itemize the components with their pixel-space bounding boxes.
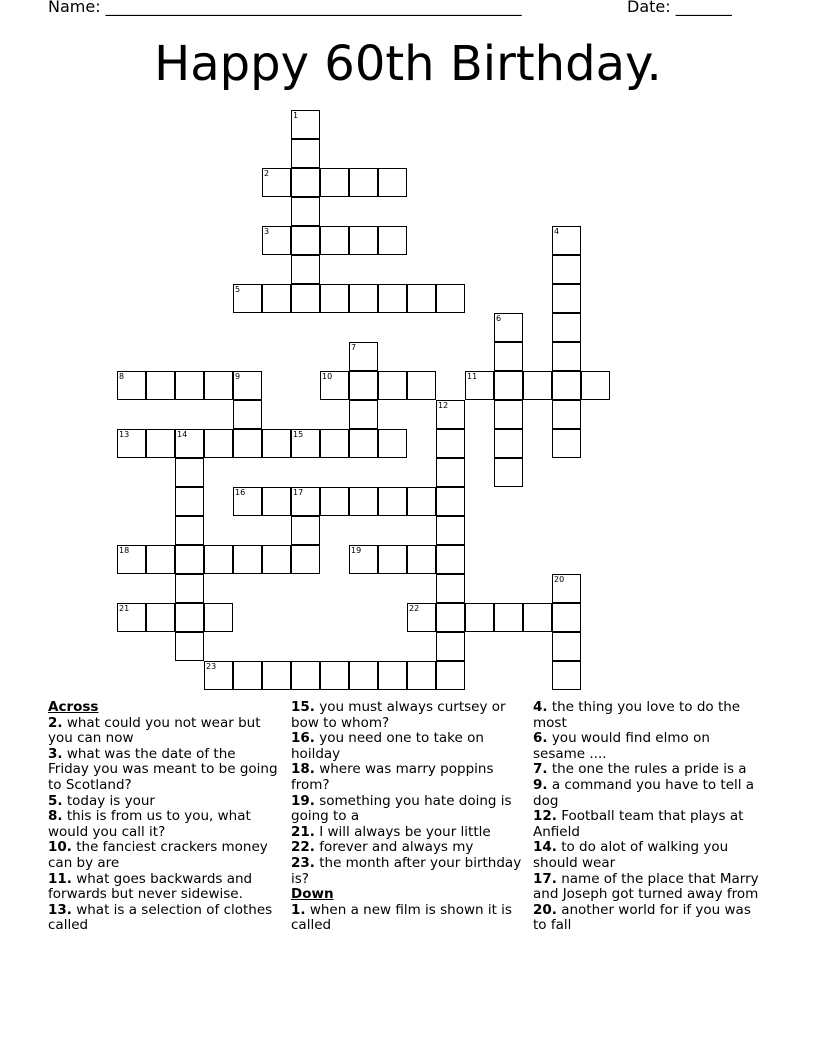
clue: [291, 700, 523, 731]
clue-number: 1.: [291, 901, 306, 918]
clue-number: 20: [554, 575, 565, 584]
grid-cell[interactable]: [291, 284, 320, 313]
clue-text: a command you have to tell a dog: [533, 776, 755, 809]
grid-cell[interactable]: [436, 661, 465, 690]
grid-cell[interactable]: [378, 545, 407, 574]
grid-cell[interactable]: [262, 226, 291, 255]
grid-cell[interactable]: [349, 371, 378, 400]
grid-cell[interactable]: [523, 371, 552, 400]
grid-cell[interactable]: [349, 226, 378, 255]
grid-cell[interactable]: [291, 429, 320, 458]
clue-number: 19.: [291, 792, 315, 809]
grid-cell[interactable]: [436, 458, 465, 487]
grid-cell[interactable]: [320, 284, 349, 313]
grid-cell[interactable]: [349, 168, 378, 197]
grid-cell[interactable]: [494, 371, 523, 400]
clue: [291, 840, 523, 856]
clue-text: you need one to take on hoilday: [291, 730, 484, 762]
clue-text: something you hate doing is going to a: [291, 792, 512, 825]
grid-cell[interactable]: [494, 342, 523, 371]
clue: [533, 840, 765, 871]
clue-column-1: [48, 700, 280, 934]
grid-cell[interactable]: [291, 487, 320, 516]
grid-cell[interactable]: [233, 487, 262, 516]
clue-number: 18: [119, 546, 130, 555]
clue-text: what is a selection of clothes called: [48, 901, 273, 934]
grid-cell[interactable]: [291, 197, 320, 226]
grid-cell[interactable]: [581, 371, 610, 400]
grid-cell[interactable]: [349, 284, 378, 313]
grid-cell[interactable]: [146, 545, 175, 574]
clue: [533, 778, 765, 809]
clue-number: 5.: [48, 792, 63, 809]
clue-text: to do alot of walking you should wear: [533, 839, 729, 871]
clue: [48, 903, 280, 934]
clue-number: 22.: [291, 839, 315, 856]
grid-cell[interactable]: [320, 168, 349, 197]
grid-cell[interactable]: [262, 661, 291, 690]
clue-text: when a new film is shown it is called: [291, 901, 512, 934]
grid-cell[interactable]: [146, 603, 175, 632]
clue-number: 16.: [291, 730, 315, 747]
grid-cell[interactable]: [204, 603, 233, 632]
grid-cell[interactable]: [552, 632, 581, 661]
grid-cell[interactable]: [233, 429, 262, 458]
across-heading: Across: [48, 699, 99, 715]
grid-cell[interactable]: [378, 168, 407, 197]
grid-cell[interactable]: [436, 284, 465, 313]
clue-number: 2: [264, 169, 270, 178]
clue-column-3: [533, 700, 765, 934]
grid-cell[interactable]: [407, 371, 436, 400]
grid-cell[interactable]: [233, 371, 262, 400]
clue: [533, 700, 765, 731]
grid-cell[interactable]: [117, 603, 146, 632]
clue-number: 16: [235, 488, 246, 497]
clue-number: 4.: [533, 699, 548, 715]
grid-cell[interactable]: [552, 313, 581, 342]
grid-cell[interactable]: [494, 313, 523, 342]
clue-number: 15.: [291, 699, 315, 715]
grid-cell[interactable]: [465, 603, 494, 632]
clue-text: forever and always my: [314, 839, 474, 856]
grid-cell[interactable]: [552, 342, 581, 371]
clue-text: this is from us to you, what would you call it?: [48, 808, 251, 840]
clue-number: 22: [409, 604, 420, 613]
clue-number: 23: [206, 662, 217, 671]
clue: [533, 809, 765, 840]
grid-cell[interactable]: [349, 429, 378, 458]
grid-cell[interactable]: [552, 226, 581, 255]
grid-cell[interactable]: [407, 545, 436, 574]
grid-cell[interactable]: [378, 487, 407, 516]
grid-cell[interactable]: [204, 545, 233, 574]
clue: [533, 903, 765, 934]
clue-text: the thing you love to do the most: [533, 699, 741, 731]
clue: [533, 731, 765, 762]
grid-cell[interactable]: [233, 284, 262, 313]
grid-cell[interactable]: [233, 400, 262, 429]
clue-number: 14: [177, 430, 188, 439]
grid-cell[interactable]: [291, 139, 320, 168]
clue-text: Football team that plays at Anfield: [533, 808, 744, 840]
grid-cell[interactable]: [175, 371, 204, 400]
clue-number: 8.: [48, 808, 63, 825]
clue: [533, 762, 765, 778]
down-heading: Down: [291, 886, 334, 903]
grid-cell[interactable]: [465, 371, 494, 400]
grid-cell[interactable]: [349, 661, 378, 690]
clue-number: 23.: [291, 854, 315, 871]
clue-number: 12: [438, 401, 449, 410]
grid-cell[interactable]: [175, 545, 204, 574]
clue-number: 7: [351, 343, 357, 352]
clue: [291, 794, 523, 825]
grid-cell[interactable]: [175, 429, 204, 458]
grid-cell[interactable]: [407, 661, 436, 690]
grid-cell[interactable]: [146, 371, 175, 400]
grid-cell[interactable]: [320, 226, 349, 255]
clue: [48, 794, 280, 810]
clue-text: you must always curtsey or bow to whom?: [291, 699, 506, 731]
grid-cell[interactable]: [320, 371, 349, 400]
clue: [48, 747, 280, 794]
clue-text: name of the place that Marry and Joseph got turned away from: [533, 870, 759, 903]
grid-cell[interactable]: [291, 255, 320, 284]
clue-number: 13.: [48, 901, 72, 918]
grid-cell[interactable]: [291, 516, 320, 545]
grid-cell[interactable]: [291, 110, 320, 139]
grid-cell[interactable]: [262, 487, 291, 516]
grid-cell[interactable]: [117, 429, 146, 458]
grid-cell[interactable]: [291, 226, 320, 255]
grid-cell[interactable]: [552, 371, 581, 400]
clue-number: 18.: [291, 761, 315, 778]
clue-number: 7.: [533, 761, 548, 778]
clue-number: 19: [351, 546, 362, 555]
grid-cell[interactable]: [320, 429, 349, 458]
clue-number: 2.: [48, 714, 63, 731]
clue: [48, 872, 280, 903]
grid-cell[interactable]: [378, 429, 407, 458]
clue: [291, 903, 523, 934]
clue-text: where was marry poppins from?: [291, 761, 494, 793]
grid-cell[interactable]: [494, 458, 523, 487]
grid-cell[interactable]: [349, 342, 378, 371]
clue-number: 11: [467, 372, 478, 381]
grid-cell[interactable]: [436, 632, 465, 661]
clue-text: the fanciest crackers money can by are: [48, 839, 268, 871]
grid-cell[interactable]: [494, 400, 523, 429]
clue-text: the one the rules a pride is a: [547, 761, 747, 778]
grid-cell[interactable]: [552, 400, 581, 429]
clue-number: 13: [119, 430, 130, 439]
clue-number: 8: [119, 372, 125, 381]
clue: [291, 825, 523, 841]
grid-cell[interactable]: [349, 545, 378, 574]
grid-cell[interactable]: [233, 545, 262, 574]
grid-cell[interactable]: [320, 487, 349, 516]
clue-number: 3.: [48, 745, 63, 762]
grid-cell[interactable]: [204, 371, 233, 400]
clue-number: 12.: [533, 808, 557, 825]
clue-text: what was the date of the Friday you was meant to be going to Scotland?: [48, 745, 278, 793]
grid-cell[interactable]: [291, 168, 320, 197]
clue-text: the month after your birthday is?: [291, 854, 522, 887]
clue-text: today is your: [62, 792, 155, 809]
grid-cell[interactable]: [436, 429, 465, 458]
grid-cell[interactable]: [436, 574, 465, 603]
clue-number: 17: [293, 488, 304, 497]
grid-cell[interactable]: [436, 400, 465, 429]
grid-cell[interactable]: [552, 429, 581, 458]
grid-cell[interactable]: [291, 545, 320, 574]
grid-cell[interactable]: [436, 516, 465, 545]
clue-number: 5: [235, 285, 241, 294]
grid-cell[interactable]: [175, 632, 204, 661]
clue-column-2: [291, 700, 523, 934]
grid-cell[interactable]: [175, 574, 204, 603]
clue-number: 21: [119, 604, 130, 613]
grid-cell[interactable]: [175, 603, 204, 632]
grid-cell[interactable]: [117, 371, 146, 400]
grid-cell[interactable]: [262, 168, 291, 197]
grid-cell[interactable]: [320, 661, 349, 690]
clue-number: 6: [496, 314, 502, 323]
clue: [291, 762, 523, 793]
grid-cell[interactable]: [349, 400, 378, 429]
grid-cell[interactable]: [175, 487, 204, 516]
grid-cell[interactable]: [436, 487, 465, 516]
grid-cell[interactable]: [378, 371, 407, 400]
grid-cell[interactable]: [552, 284, 581, 313]
page-title: Happy 60th Birthday.: [154, 36, 662, 92]
date-line[interactable]: Date: _______: [627, 0, 732, 16]
clue-text: what goes backwards and forwards but never sidewise.: [48, 870, 253, 903]
clue-number: 11.: [48, 870, 72, 887]
grid-cell[interactable]: [494, 603, 523, 632]
grid-cell[interactable]: [494, 429, 523, 458]
grid-cell[interactable]: [262, 429, 291, 458]
clue-number: 6.: [533, 730, 548, 747]
name-line[interactable]: Name: ____________________________________________________: [48, 0, 522, 16]
clue-number: 10.: [48, 839, 72, 856]
grid-cell[interactable]: [407, 284, 436, 313]
grid-cell[interactable]: [378, 226, 407, 255]
clue-text: you would find elmo on sesame ....: [533, 730, 710, 762]
grid-cell[interactable]: [436, 545, 465, 574]
clue: [291, 731, 523, 762]
clue-number: 9.: [533, 776, 548, 793]
clue: [533, 872, 765, 903]
grid-cell[interactable]: [436, 603, 465, 632]
grid-cell[interactable]: [523, 603, 552, 632]
grid-cell[interactable]: [262, 545, 291, 574]
grid-cell[interactable]: [175, 458, 204, 487]
clue-number: 4: [554, 227, 560, 236]
grid-cell[interactable]: [378, 284, 407, 313]
grid-cell[interactable]: [291, 661, 320, 690]
grid-cell[interactable]: [146, 429, 175, 458]
grid-cell[interactable]: [552, 661, 581, 690]
clue: [48, 840, 280, 871]
clue-number: 1: [293, 111, 299, 120]
grid-cell[interactable]: [233, 661, 262, 690]
grid-cell[interactable]: [204, 661, 233, 690]
clue-number: 17.: [533, 870, 557, 887]
clue-text: what could you not wear but you can now: [48, 714, 261, 747]
grid-cell[interactable]: [262, 284, 291, 313]
clue-number: 9: [235, 372, 241, 381]
clue-number: 3: [264, 227, 270, 236]
clue-text: I will always be your little: [314, 823, 491, 840]
grid-cell[interactable]: [204, 429, 233, 458]
clue-number: 20.: [533, 901, 557, 918]
grid-cell[interactable]: [407, 603, 436, 632]
grid-cell[interactable]: [552, 574, 581, 603]
grid-cell[interactable]: [349, 487, 378, 516]
clue-text: another world for if you was to fall: [533, 901, 751, 934]
clue-number: 15: [293, 430, 304, 439]
clue-number: 14.: [533, 839, 557, 856]
clue-number: 21.: [291, 823, 315, 840]
clue: [48, 809, 280, 840]
clue: [291, 856, 523, 887]
grid-cell[interactable]: [552, 255, 581, 284]
grid-cell[interactable]: [175, 516, 204, 545]
clue: [48, 716, 280, 747]
grid-cell[interactable]: [378, 661, 407, 690]
grid-cell[interactable]: [552, 603, 581, 632]
clue-number: 10: [322, 372, 333, 381]
grid-cell[interactable]: [407, 487, 436, 516]
grid-cell[interactable]: [117, 545, 146, 574]
